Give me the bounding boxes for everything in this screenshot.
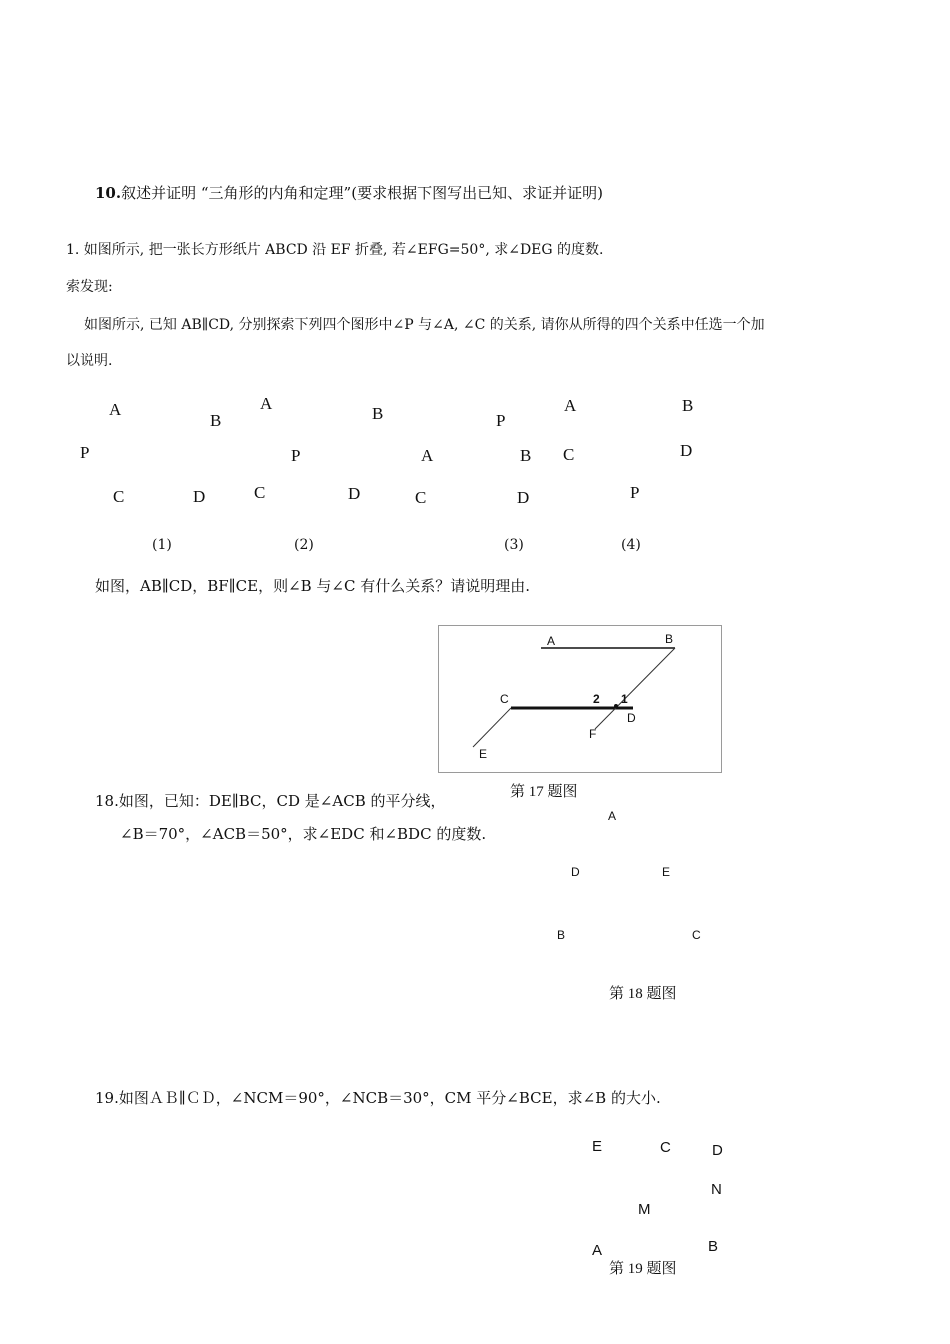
fig-label: C [563, 445, 575, 464]
q19-label-n: N [711, 1181, 722, 1198]
explore-heading: 索发现: [66, 279, 113, 295]
q17-label-1: 1 [621, 692, 628, 706]
fig-label: D [348, 484, 361, 503]
explore-line-2: 以说明. [66, 353, 113, 369]
q19-text: 19.如图ＡＢ∥ＣＤ，∠NCM＝90°，∠NCB＝30°，CM 平分∠BCE，求∠B 的大小. [95, 1089, 661, 1107]
q10-number: 10. [95, 184, 122, 202]
fig-caption-2: (2) [294, 537, 314, 553]
q17-text: 如图，AB∥CD，BF∥CE，则∠B 与∠C 有什么关系？请说明理由. [95, 577, 531, 595]
q19-label-b: B [708, 1238, 719, 1255]
q19-label-c: C [660, 1139, 671, 1156]
fig-label: P [291, 446, 301, 465]
q17-label-f: F [589, 727, 597, 741]
q18-label-d: D [571, 865, 580, 879]
fig-caption-3: (3) [504, 537, 524, 553]
q18-label-a: A [608, 809, 617, 823]
fig-label: C [254, 483, 266, 502]
q18-line-2: ∠B＝70°，∠ACB＝50°，求∠EDC 和∠BDC 的度数. [120, 825, 487, 843]
q17-label-c: C [500, 692, 509, 706]
fig-label: D [193, 487, 206, 506]
fig-label: D [680, 441, 693, 460]
q17-label-a: A [547, 634, 556, 648]
fig-caption-1: (1) [152, 537, 172, 553]
fig-label: B [682, 396, 694, 415]
fig-label: P [496, 411, 506, 430]
q1-text: 1. 如图所示, 把一张长方形纸片 ABCD 沿 EF 折叠, 若∠EFG=50°, 求∠DEG 的度数. [66, 242, 604, 258]
q10-statement: 叙述并证明 “三角形的内角和定理”(要求根据下图写出已知、求证并证明) [121, 184, 603, 202]
fig-caption-4: (4) [621, 537, 641, 553]
q17-label-2: 2 [593, 692, 600, 706]
fig-label: A [109, 400, 122, 419]
fig-label: B [520, 446, 532, 465]
fig-label: B [210, 411, 222, 430]
line-ce [473, 708, 511, 747]
fig-label: A [421, 446, 434, 465]
q19-label-m: M [638, 1201, 651, 1218]
fig-label: C [113, 487, 125, 506]
q17-label-b: B [665, 632, 674, 646]
explore-line-1: 如图所示, 已知 AB∥CD, 分别探索下列四个图形中∠P 与∠A, ∠C 的关系, 请你从所得的四个关系中任选一个加 [84, 317, 765, 333]
q17-caption: 第 17 题图 [510, 784, 578, 800]
q18-label-c: C [692, 928, 701, 942]
intersection-dot [614, 704, 618, 708]
fig-label: P [630, 483, 640, 502]
fig-label: A [260, 394, 273, 413]
q18-label-b: B [557, 928, 566, 942]
fig-label: A [564, 396, 577, 415]
q18-caption: 第 18 题图 [609, 986, 677, 1002]
q17-label-e: E [479, 747, 488, 761]
q18-line-1: 18.如图，已知：DE∥BC，CD 是∠ACB 的平分线， [95, 792, 446, 810]
q19-label-a: A [592, 1242, 603, 1259]
q19-label-e: E [592, 1138, 603, 1155]
q17-label-d: D [627, 711, 636, 725]
q18-label-e: E [662, 865, 671, 879]
q17-figure [438, 625, 722, 773]
fig-label: D [517, 488, 530, 507]
q19-caption: 第 19 题图 [609, 1261, 677, 1277]
fig-label: B [372, 404, 384, 423]
fig-label: P [80, 443, 90, 462]
q10-text [95, 182, 603, 203]
fig-label: C [415, 488, 427, 507]
q19-label-d: D [712, 1142, 723, 1159]
